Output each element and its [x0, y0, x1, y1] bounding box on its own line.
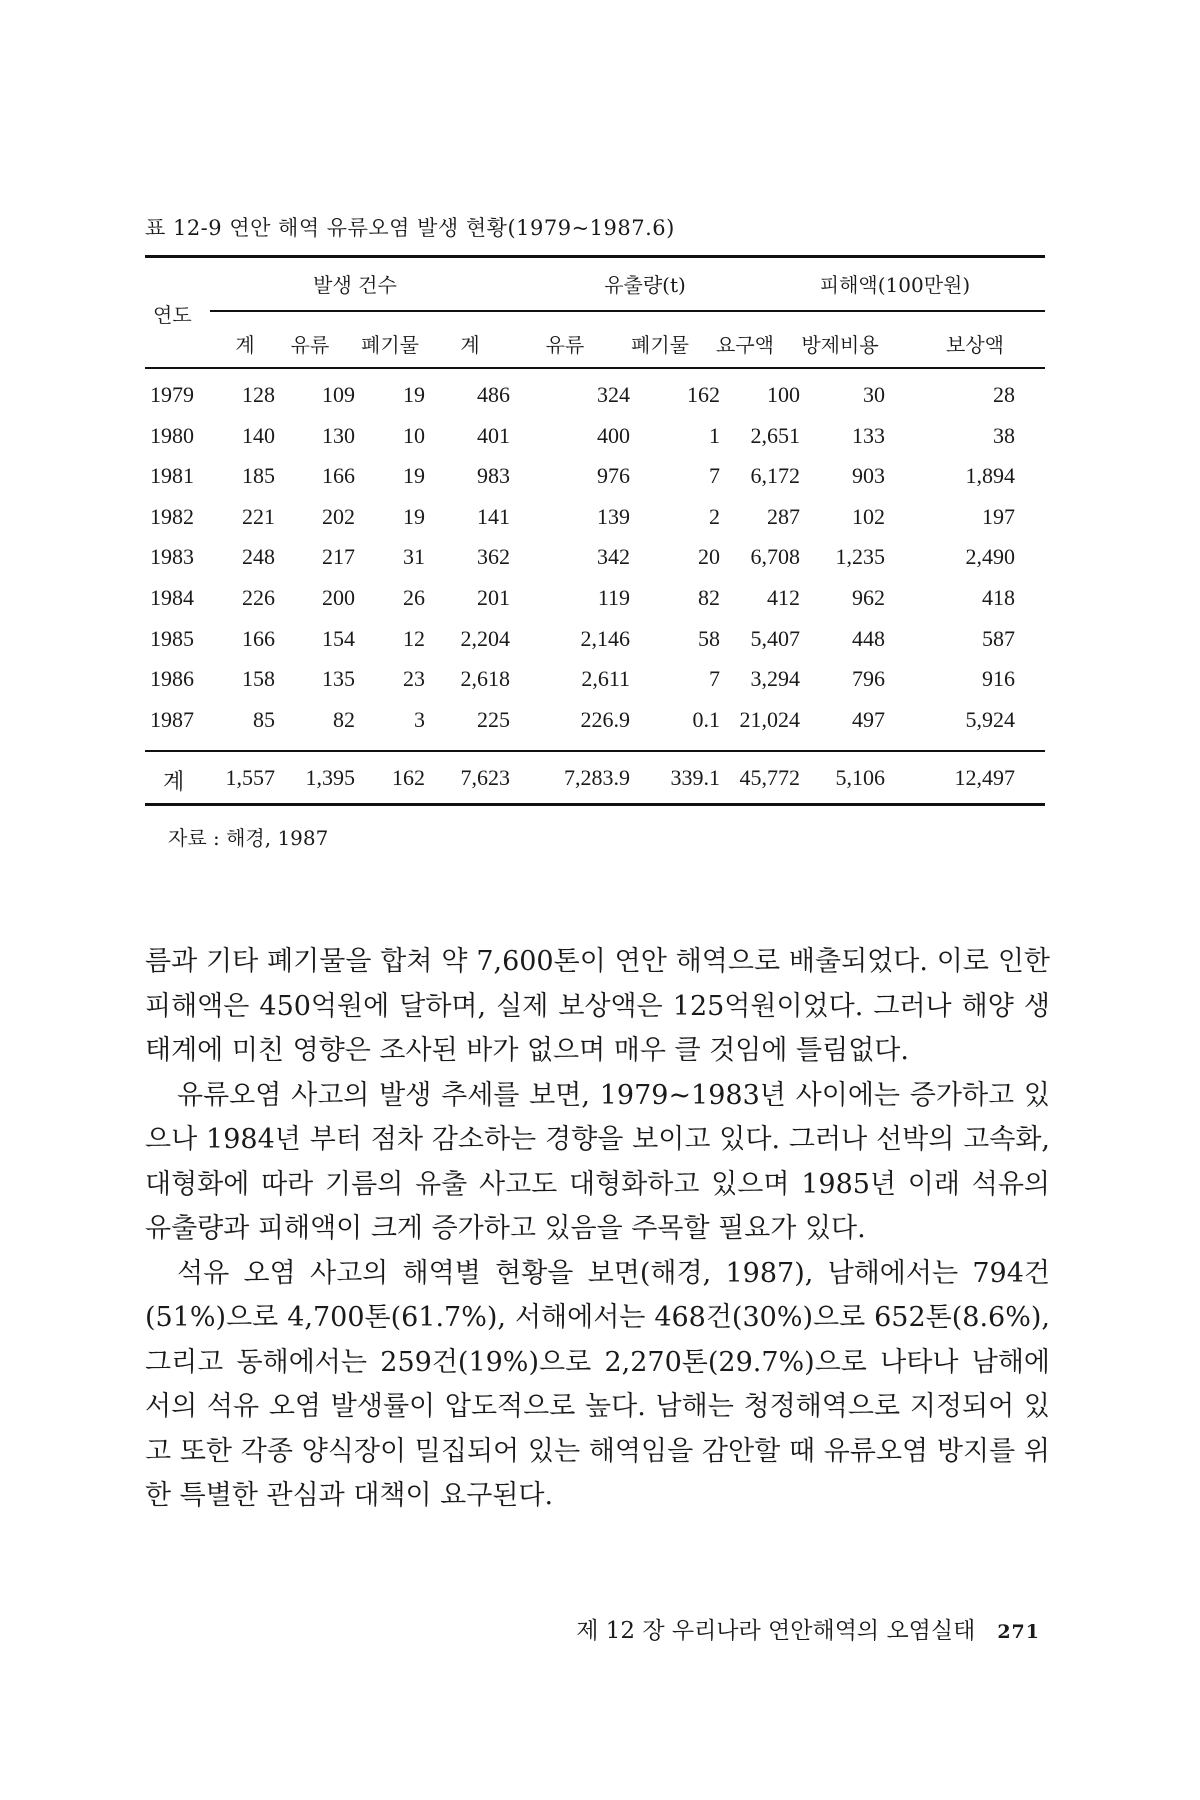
table-row	[145, 666, 1045, 706]
header-sub: 폐기물	[631, 333, 689, 357]
table-row	[145, 544, 1045, 584]
table-cell: 7	[709, 463, 720, 489]
header-sub: 계	[235, 333, 255, 357]
table-cell: 248	[242, 544, 275, 570]
header-year: 연도	[153, 303, 192, 327]
table-cell: 128	[242, 382, 275, 407]
table-cell: 162	[687, 382, 720, 407]
table-title: 표 12-9 연안 해역 유류오염 발생 현황(1979~1987.6)	[145, 216, 675, 240]
table-cell: 221	[242, 503, 275, 529]
table-cell: 154	[322, 625, 355, 651]
total-top-rule	[145, 750, 1045, 752]
table-cell: 2,618	[460, 666, 510, 692]
table-cell: 497	[852, 706, 885, 732]
table-cell: 1,894	[965, 463, 1015, 489]
paragraph: 유류오염 사고의 발생 추세를 보면, 1979~1983년 사이에는 증가하고 있으나 1984년 부터 점차 감소하는 경향을 보이고 있다. 그러나 선박의 고속화, 대형화에 따라 기름의 유출 사고도 대형화하고 있으며 1985년 이래 석유의 유출량과 피해액이 크게 증가하고 있음을 주목할 필요가 있다.	[145, 1079, 1050, 1244]
header-sub: 유류	[290, 333, 330, 357]
table-cell: 400	[597, 422, 630, 448]
total-cell: 5,106	[835, 765, 885, 790]
table-row	[145, 382, 1045, 422]
header-group-spill: 유출량(t)	[604, 273, 686, 297]
row-year: 1987	[150, 706, 194, 732]
table-cell: 10	[403, 422, 425, 448]
total-cell: 45,772	[739, 765, 800, 790]
table-cell: 6,708	[750, 544, 800, 570]
table-cell: 19	[403, 463, 425, 489]
total-cell: 7,283.9	[564, 765, 630, 790]
table-cell: 109	[322, 382, 355, 407]
table-row	[145, 423, 1045, 463]
table-cell: 135	[322, 666, 355, 692]
table-cell: 30	[863, 382, 885, 407]
table-cell: 2,611	[581, 666, 630, 692]
table-cell: 225	[477, 706, 510, 732]
table-cell: 21,024	[739, 706, 800, 732]
paragraph: 석유 오염 사고의 해역별 현황을 보면(해경, 1987), 남해에서는 794건 (51%)으로 4,700톤(61.7%), 서해에서는 468건(30%)으로 652톤(8.6%), 그리고 동해에서는 259건(19%)으로 2,270톤(29.7%)으로 나타나 남해에서의 석유 오염 발생률이 압도적으로 높다. 남해는 청정해역으로 지정되어 있고 또한 각종 양식장이 밀집되어 있는 해역임을 감안할 때 유류오염 방지를 위한 특별한 관심과 대책이 요구된다.	[145, 1257, 1050, 1511]
table-header	[145, 255, 1045, 370]
table-cell: 82	[698, 585, 720, 610]
table-cell: 7	[709, 666, 720, 692]
row-year: 1983	[150, 544, 194, 570]
table-cell: 2,146	[580, 625, 630, 651]
header-sub: 요구액	[716, 333, 774, 357]
table-row	[145, 585, 1045, 625]
table-source: 자료 : 해경, 1987	[168, 826, 329, 850]
header-sub: 보상액	[946, 333, 1004, 357]
table-cell: 486	[477, 382, 510, 407]
table-cell: 19	[403, 382, 425, 407]
table-cell: 903	[852, 463, 885, 489]
table-cell: 287	[767, 503, 800, 529]
header-group-damage: 피해액(100만원)	[819, 273, 971, 297]
table-cell: 226.9	[580, 706, 630, 732]
table-cell: 5,924	[965, 706, 1015, 732]
table-cell: 412	[767, 585, 800, 610]
body-text	[145, 940, 1050, 1519]
table-total-row	[145, 765, 1045, 805]
table-cell: 6,172	[750, 463, 800, 489]
table-cell: 3,294	[750, 666, 800, 692]
total-cell: 1,557	[225, 765, 275, 790]
table-row	[145, 504, 1045, 544]
table-cell: 28	[993, 382, 1015, 407]
table-row	[145, 463, 1045, 503]
header-sub: 폐기물	[361, 333, 419, 357]
row-year: 1979	[150, 382, 194, 407]
table-cell: 976	[597, 463, 630, 489]
chapter-title: 제 12 장 우리나라 연안해역의 오염실태	[576, 1618, 976, 1644]
row-year: 1982	[150, 503, 194, 529]
row-year: 1984	[150, 585, 194, 610]
table-cell: 140	[242, 422, 275, 448]
page-footer	[576, 1612, 1040, 1645]
page-number: 271	[997, 1621, 1040, 1643]
table-cell: 23	[403, 666, 425, 692]
table-cell: 38	[993, 422, 1015, 448]
table-cell: 916	[982, 666, 1015, 692]
table-cell: 3	[414, 706, 425, 732]
table-cell: 2,204	[460, 625, 510, 651]
row-year: 1986	[150, 666, 194, 692]
total-cell: 162	[392, 765, 425, 790]
row-year: 1980	[150, 422, 194, 448]
table-cell: 58	[698, 625, 720, 651]
table-cell: 166	[242, 625, 275, 651]
table-cell: 197	[982, 503, 1015, 529]
table-cell: 226	[242, 585, 275, 610]
table-cell: 26	[403, 585, 425, 610]
total-cell: 7,623	[460, 765, 510, 790]
table-cell: 217	[322, 544, 355, 570]
total-cell: 1,395	[305, 765, 355, 790]
table-cell: 342	[597, 544, 630, 570]
table-cell: 1	[709, 422, 720, 448]
header-sub: 계	[460, 333, 480, 357]
table-cell: 587	[982, 625, 1015, 651]
table-cell: 2,651	[750, 422, 800, 448]
table-row	[145, 626, 1045, 666]
table-cell: 119	[597, 585, 630, 610]
table-cell: 133	[852, 422, 885, 448]
table-cell: 201	[477, 585, 510, 610]
table-cell: 983	[477, 463, 510, 489]
table-cell: 0.1	[692, 706, 720, 732]
table-cell: 5,407	[750, 625, 800, 651]
table-cell: 2,490	[965, 544, 1015, 570]
table-cell: 102	[852, 503, 885, 529]
row-year: 1985	[150, 625, 194, 651]
table-cell: 962	[852, 585, 885, 610]
table-cell: 185	[242, 463, 275, 489]
header-sub: 방제비용	[801, 333, 879, 357]
table-cell: 166	[322, 463, 355, 489]
table-cell: 362	[477, 544, 510, 570]
table-row	[145, 707, 1045, 747]
table-cell: 418	[982, 585, 1015, 610]
total-label: 계	[163, 769, 185, 794]
total-cell: 12,497	[954, 765, 1015, 790]
table-cell: 20	[698, 544, 720, 570]
table-cell: 100	[767, 382, 800, 407]
table-cell: 82	[333, 706, 355, 732]
table-cell: 202	[322, 503, 355, 529]
paragraph: 름과 기타 폐기물을 합쳐 약 7,600톤이 연안 해역으로 배출되었다. 이로 인한 피해액은 450억원에 달하며, 실제 보상액은 125억원이었다. 그러나 해양 생태계에 미친 영향은 조사된 바가 없으며 매우 클 것임에 틀림없다.	[145, 946, 1050, 1066]
table-body	[145, 382, 1045, 742]
table-cell: 2	[709, 503, 720, 529]
header-sub: 유류	[545, 333, 585, 357]
table-cell: 139	[597, 503, 630, 529]
table-cell: 448	[852, 625, 885, 651]
table-cell: 85	[253, 706, 275, 732]
table-cell: 200	[322, 585, 355, 610]
table-cell: 796	[852, 666, 885, 692]
table-cell: 12	[403, 625, 425, 651]
table-cell: 401	[477, 422, 510, 448]
table-cell: 158	[242, 666, 275, 692]
table-cell: 31	[403, 544, 425, 570]
header-group-count: 발생 건수	[313, 273, 397, 297]
row-year: 1981	[150, 463, 194, 489]
table-cell: 1,235	[835, 544, 885, 570]
table-cell: 324	[597, 382, 630, 407]
table-cell: 19	[403, 503, 425, 529]
table-cell: 130	[322, 422, 355, 448]
total-cell: 339.1	[670, 765, 720, 790]
table-cell: 141	[477, 503, 510, 529]
